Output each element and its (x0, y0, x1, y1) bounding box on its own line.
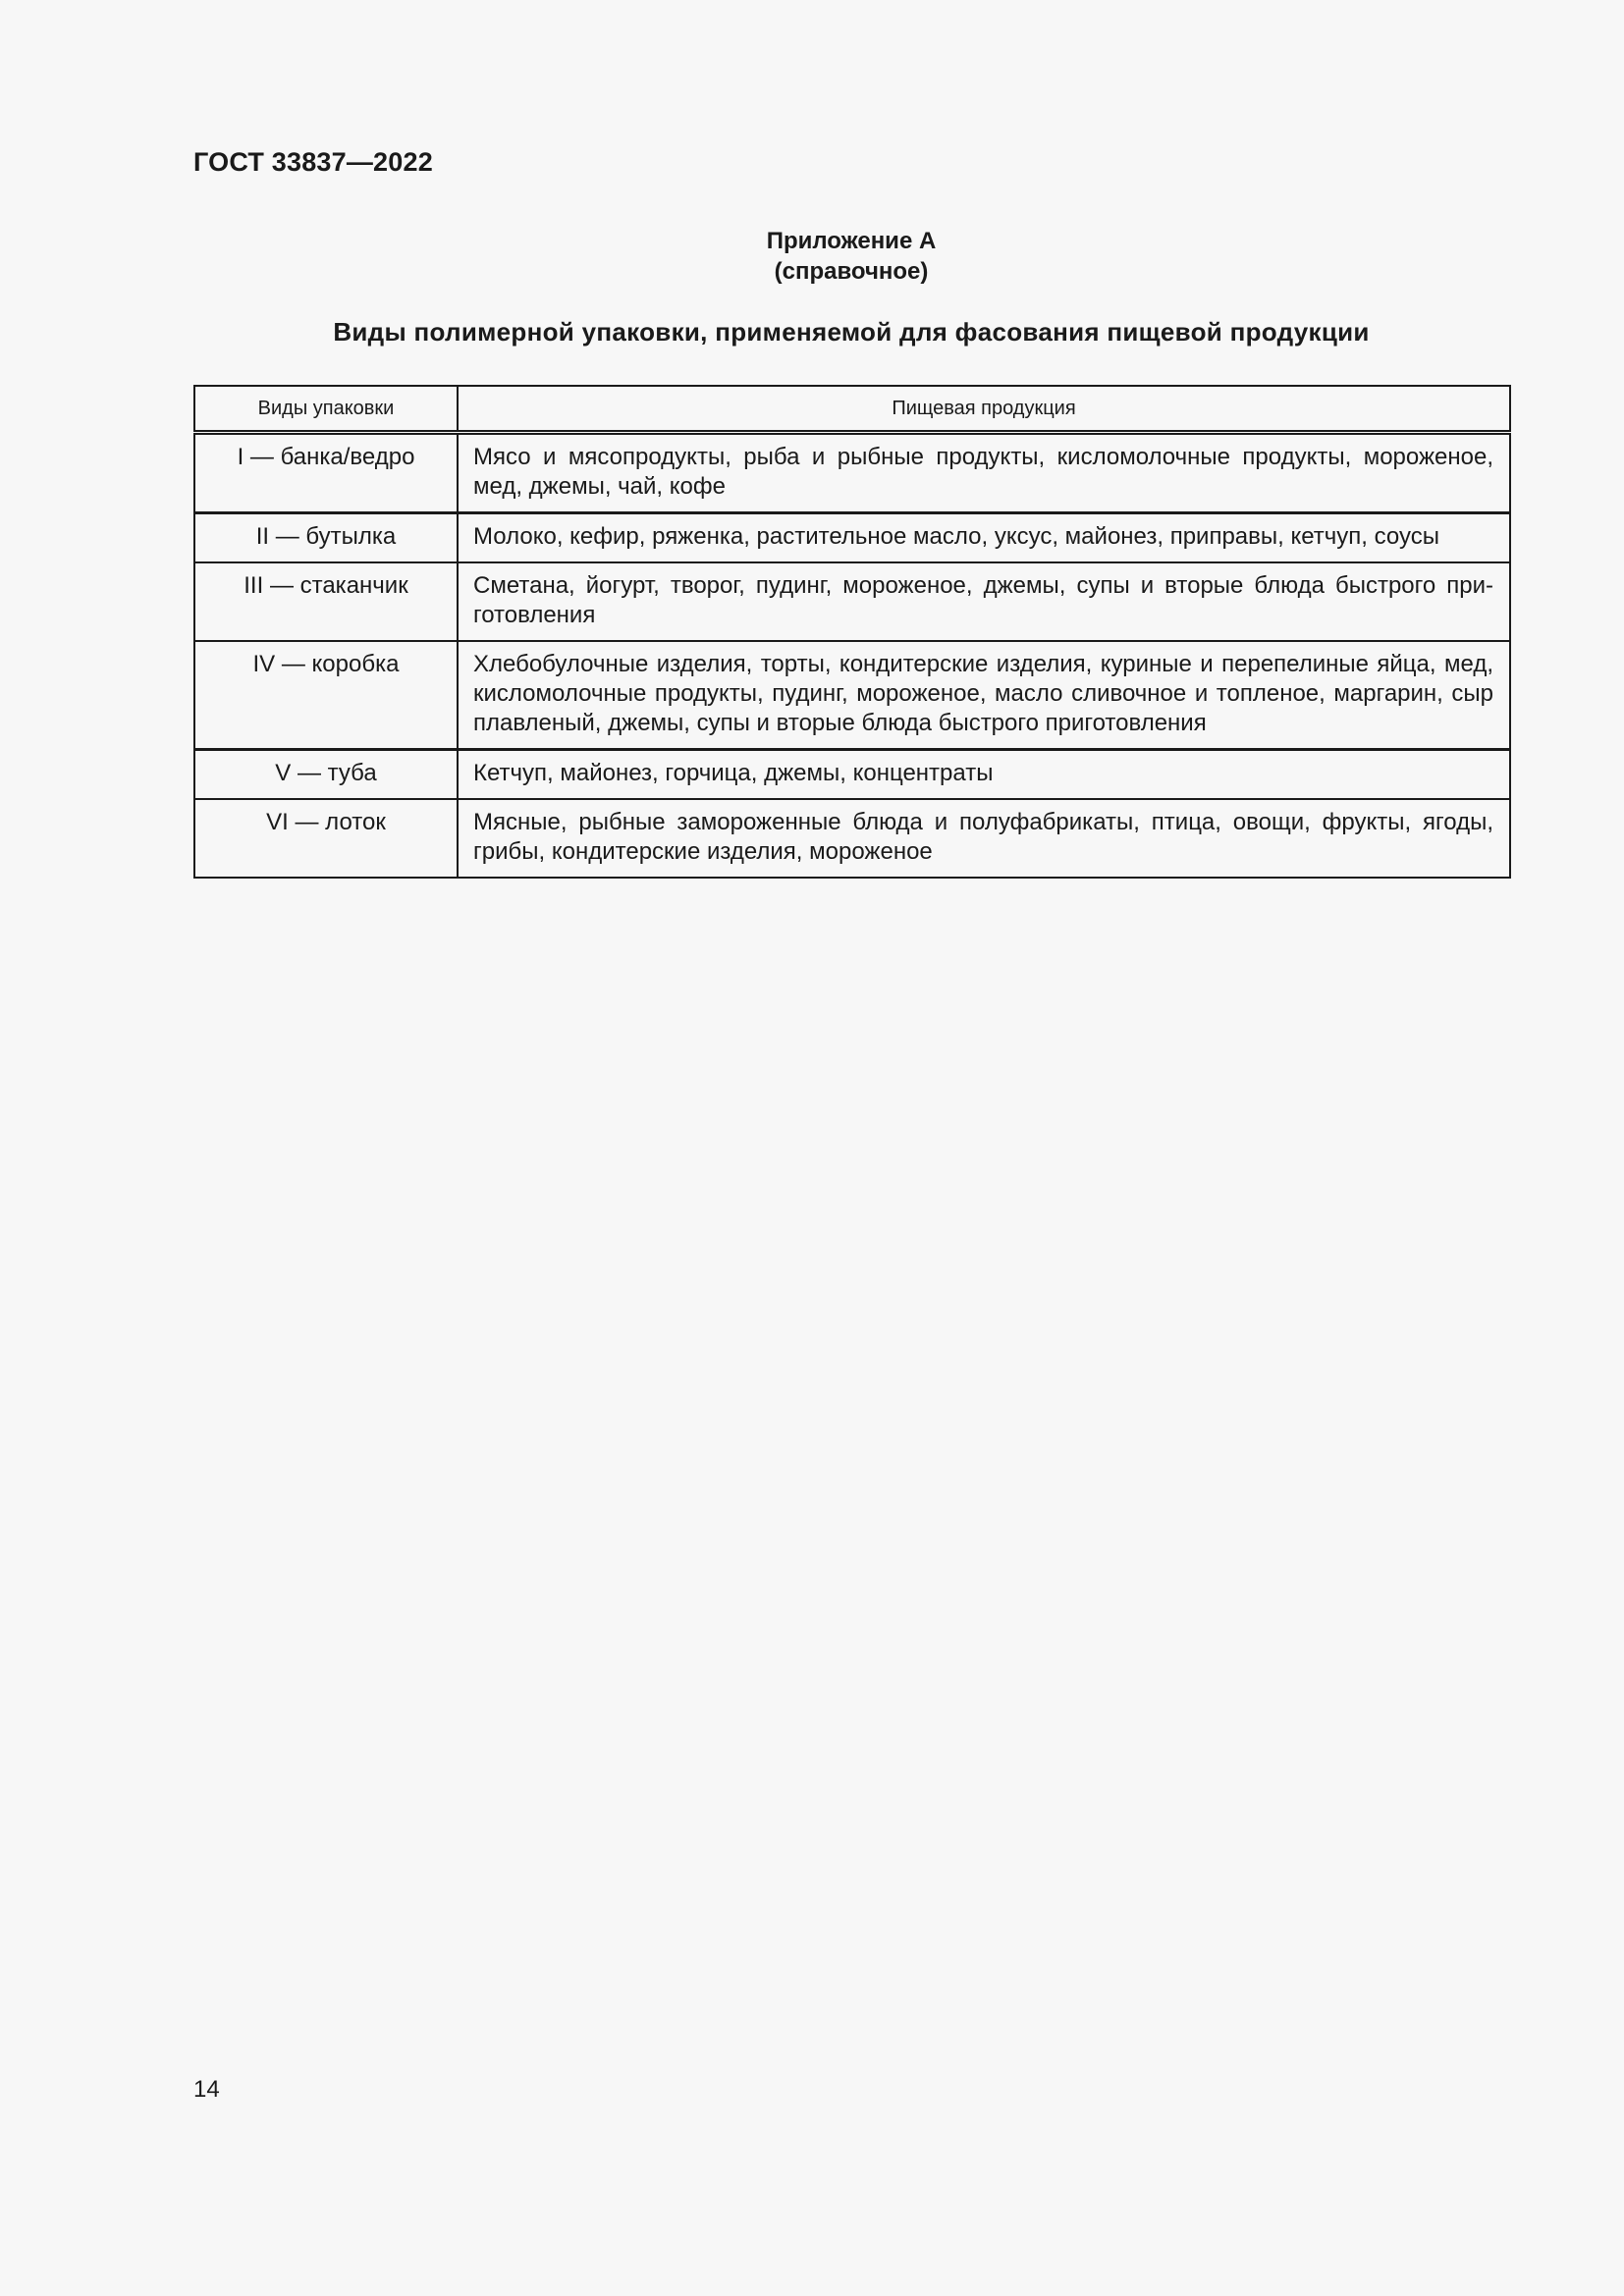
packaging-type-cell: II — бутылка (194, 513, 458, 563)
packaging-type-cell: VI — лоток (194, 799, 458, 878)
document-code: ГОСТ 33837—2022 (193, 147, 433, 177)
table-row (194, 562, 1510, 641)
packaging-type-cell: V — туба (194, 750, 458, 800)
packaging-table (193, 385, 1511, 879)
table-row (194, 750, 1510, 800)
column-header-food-products: Пищевая продукция (458, 386, 1510, 433)
appendix-subtitle: (справочное) (774, 258, 929, 285)
packaging-type-cell: III — стаканчик (194, 562, 458, 641)
appendix-heading (193, 226, 1509, 287)
table-row (194, 799, 1510, 878)
packaging-type-cell: IV — коробка (194, 641, 458, 750)
food-products-cell: Сметана, йогурт, творог, пудинг, мороженое, джемы, супы и вторые блюда быстрого приготовления (458, 562, 1510, 641)
table-row (194, 641, 1510, 750)
column-header-packaging-type: Виды упаковки (194, 386, 458, 433)
food-products-cell: Мясные, рыбные замороженные блюда и полуфабрикаты, птица, овощи, фрукты, ягоды, грибы, кондитерские изделия, мороженое (458, 799, 1510, 878)
table-row (194, 433, 1510, 513)
appendix-title: Приложение А (766, 228, 937, 254)
table-title: Виды полимерной упаковки, применяемой для фасования пищевой продукции (333, 317, 1370, 347)
packaging-type-cell: I — банка/ведро (194, 433, 458, 513)
food-products-cell: Мясо и мясопродукты, рыба и рыбные продукты, кисломолочные продукты, мороженое, мед, джемы, чай, кофе (458, 433, 1510, 513)
food-products-cell: Кетчуп, майонез, горчица, джемы, концентраты (458, 750, 1510, 800)
table-row (194, 513, 1510, 563)
page-number: 14 (193, 2076, 220, 2103)
food-products-cell: Молоко, кефир, ряженка, растительное масло, уксус, майонез, приправы, кетчуп, соусы (458, 513, 1510, 563)
table-header-row (194, 386, 1510, 433)
food-products-cell: Хлебобулочные изделия, торты, кондитерские изделия, куриные и перепелиные яйца, мед, кисломолочные продукты, пудинг, мороженое, масло сливочное и топленое, маргарин, сыр плавленый, джемы, супы и вторые блюда быстрого приготовления (458, 641, 1510, 750)
